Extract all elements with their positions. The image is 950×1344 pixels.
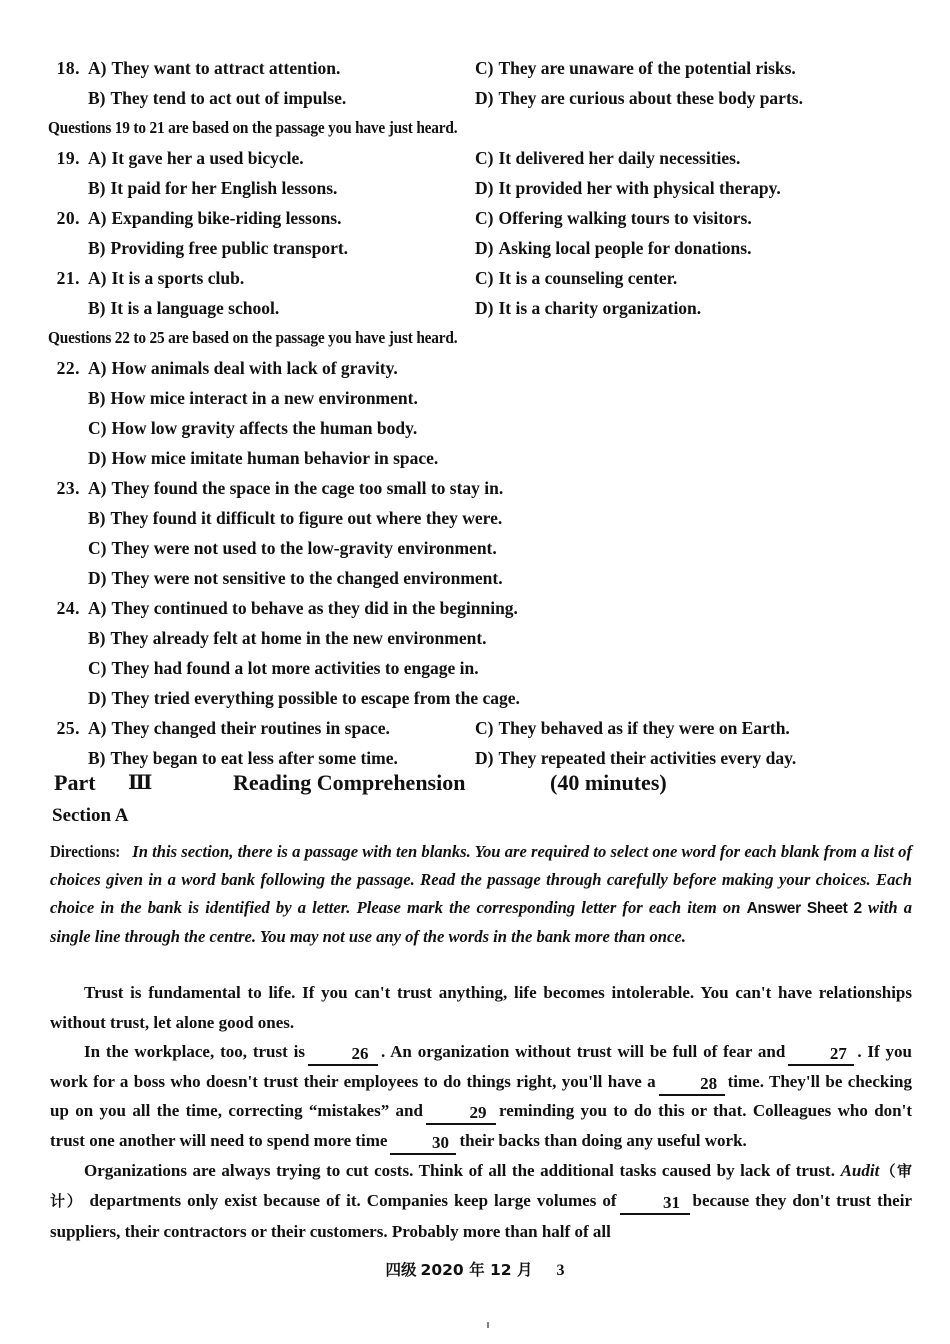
option-a[interactable] xyxy=(88,358,398,379)
option-c-letter: C) xyxy=(475,148,494,168)
question-row xyxy=(50,538,910,568)
blank-30[interactable]: 30 xyxy=(390,1133,456,1155)
option-b-letter: B) xyxy=(88,508,106,528)
scan-artifact-speck xyxy=(487,1322,489,1328)
option-a[interactable] xyxy=(88,478,503,499)
section-a-heading: Section A xyxy=(52,805,129,826)
option-b-text: It is a language school. xyxy=(110,298,280,318)
option-b[interactable] xyxy=(88,298,279,319)
question-row xyxy=(50,88,910,118)
option-b-letter: B) xyxy=(88,628,106,648)
question-row xyxy=(50,598,910,628)
option-d-letter: D) xyxy=(475,88,494,108)
option-c[interactable] xyxy=(475,718,790,739)
option-c-letter: C) xyxy=(88,418,107,438)
option-b-letter: B) xyxy=(88,238,106,258)
option-c[interactable] xyxy=(475,58,796,79)
option-b-text: They began to eat less after some time. xyxy=(110,748,398,768)
option-d-text: They were not sensitive to the changed environment. xyxy=(111,568,503,588)
option-a-letter: A) xyxy=(88,358,107,378)
question-row xyxy=(50,718,910,748)
directions-block xyxy=(50,838,912,951)
footer-exam-level: 四级 xyxy=(385,1261,417,1279)
directions-text-part1: In this section, there is a passage with ten blanks. You are required to select one word for each blank from a list of choices given in a word bank following the passage. Read the passage through carefully before making your choices. Each choice in the bank is identified by a letter. Please mark the corresponding letter for each item on xyxy=(50,842,912,917)
option-b[interactable] xyxy=(88,508,502,529)
question-number: 19. xyxy=(56,148,80,168)
option-d-text: It is a charity organization. xyxy=(498,298,702,318)
option-c-text: They had found a lot more activities to engage in. xyxy=(111,658,479,678)
option-a-letter: A) xyxy=(88,598,107,618)
question-row xyxy=(50,418,910,448)
question-number: 20. xyxy=(56,208,80,228)
option-b-text: They already felt at home in the new environment. xyxy=(110,628,487,648)
option-b[interactable] xyxy=(88,748,398,769)
question-row xyxy=(50,238,910,268)
option-a-letter: A) xyxy=(88,208,107,228)
option-c-text: It delivered her daily necessities. xyxy=(498,148,741,168)
passage-paragraph-2 xyxy=(50,1037,912,1155)
option-c-text: How low gravity affects the human body. xyxy=(111,418,418,438)
option-d-letter: D) xyxy=(475,178,494,198)
option-b[interactable] xyxy=(88,238,348,259)
option-c-letter: C) xyxy=(475,268,494,288)
question-row xyxy=(50,298,910,328)
option-a-letter: A) xyxy=(88,58,107,78)
option-b-letter: B) xyxy=(88,178,106,198)
question-row xyxy=(50,448,910,478)
question-number: 24. xyxy=(56,598,80,618)
passage-text: . If you work for a boss who doesn't trust their employees to do things right, you'll have a xyxy=(50,1042,913,1091)
blank-28[interactable]: 28 xyxy=(659,1074,725,1096)
option-d[interactable] xyxy=(88,568,503,589)
option-b-letter: B) xyxy=(88,298,106,318)
footer-date: 2020 年 12 月 xyxy=(420,1261,533,1279)
option-d-letter: D) xyxy=(88,688,107,708)
option-d-text: They repeated their activities every day. xyxy=(498,748,797,768)
option-d[interactable] xyxy=(475,88,803,109)
question-row xyxy=(50,208,910,238)
footer-page-number: 3 xyxy=(556,1262,565,1279)
option-c[interactable] xyxy=(475,148,740,169)
blank-29[interactable]: 29 xyxy=(426,1103,496,1125)
option-d-letter: D) xyxy=(88,568,107,588)
option-c-text: They behaved as if they were on Earth. xyxy=(498,718,790,738)
option-d-text: They tried everything possible to escape from the cage. xyxy=(111,688,520,708)
option-a-text: How animals deal with lack of gravity. xyxy=(111,358,398,378)
option-d-text: It provided her with physical therapy. xyxy=(498,178,781,198)
question-row xyxy=(50,478,910,508)
part-label: Part xyxy=(54,770,96,795)
passage-text: reminding you to do this or that. Colleagues who don't trust one another will need to spend more time xyxy=(50,1101,912,1150)
option-c[interactable] xyxy=(88,418,417,439)
option-b-letter: B) xyxy=(88,388,106,408)
part-numeral: Ⅲ xyxy=(128,772,153,794)
option-c-letter: C) xyxy=(475,718,494,738)
part-title: Reading Comprehension xyxy=(233,770,466,795)
option-a-letter: A) xyxy=(88,478,107,498)
reading-passage xyxy=(50,978,912,1246)
option-b[interactable] xyxy=(88,628,487,649)
option-d-letter: D) xyxy=(475,298,494,318)
option-c[interactable] xyxy=(475,268,677,289)
option-a[interactable] xyxy=(88,718,390,739)
question-row xyxy=(50,178,910,208)
option-d-letter: D) xyxy=(475,748,494,768)
option-d[interactable] xyxy=(475,238,751,259)
passage-note-22-25: Questions 22 to 25 are based on the passage you have just heard. xyxy=(48,328,458,347)
passage-paragraph-1: Trust is fundamental to life. If you can't trust anything, life becomes intolerable. You can't have relationships without trust, let alone good ones. xyxy=(50,983,912,1032)
question-row xyxy=(50,388,910,418)
option-a-text: Expanding bike-riding lessons. xyxy=(111,208,342,228)
option-c-text: They were not used to the low-gravity environment. xyxy=(111,538,497,558)
option-d[interactable] xyxy=(475,298,701,319)
passage-note-19-21: Questions 19 to 21 are based on the passage you have just heard. xyxy=(48,118,458,137)
question-row xyxy=(50,268,910,298)
question-row xyxy=(50,688,910,718)
question-row xyxy=(50,508,910,538)
option-a[interactable] xyxy=(88,208,341,229)
part-three-heading xyxy=(50,770,910,804)
option-c-text: They are unaware of the potential risks. xyxy=(498,58,796,78)
passage-text: . An organization without trust will be full of fear and xyxy=(380,1042,786,1062)
option-a[interactable] xyxy=(88,598,518,619)
option-d[interactable] xyxy=(475,178,781,199)
page-footer xyxy=(0,1258,950,1280)
option-d[interactable] xyxy=(88,688,520,709)
option-c[interactable] xyxy=(475,208,752,229)
option-a-letter: A) xyxy=(88,148,107,168)
directions-label: Directions: xyxy=(50,842,121,861)
option-c-letter: C) xyxy=(88,538,107,558)
option-b-letter: B) xyxy=(88,748,106,768)
option-b-letter: B) xyxy=(88,88,106,108)
option-b[interactable] xyxy=(88,388,418,409)
question-row xyxy=(50,628,910,658)
option-d-text: They are curious about these body parts. xyxy=(498,88,803,108)
option-b-text: They found it difficult to figure out where they were. xyxy=(110,508,503,528)
question-row xyxy=(50,58,910,88)
passage-text: In the workplace, too, trust is xyxy=(84,1042,305,1062)
passage-text: because they don't trust their suppliers, their contractors or their customers. Probably more than half of all xyxy=(50,1191,912,1241)
option-a-text: They continued to behave as they did in the beginning. xyxy=(111,598,518,618)
question-number: 23. xyxy=(56,478,80,498)
option-a-letter: A) xyxy=(88,268,107,288)
option-a[interactable] xyxy=(88,268,244,289)
passage-text: departments only exist because of it. Companies keep large volumes of xyxy=(83,1191,617,1211)
passage-text: Organizations are always trying to cut costs. Think of all the additional tasks caused by lack of trust. xyxy=(84,1160,835,1180)
question-number: 21. xyxy=(56,268,80,288)
option-c-letter: C) xyxy=(475,208,494,228)
option-c-letter: C) xyxy=(88,658,107,678)
part-time-allotment: (40 minutes) xyxy=(550,770,667,795)
option-c[interactable] xyxy=(88,538,497,559)
passage-text: their backs than doing any useful work. xyxy=(459,1130,747,1150)
question-number: 25. xyxy=(56,718,80,738)
option-a[interactable] xyxy=(88,148,304,169)
option-c-text: Offering walking tours to visitors. xyxy=(498,208,752,228)
option-d-text: Asking local people for donations. xyxy=(498,238,752,258)
directions-text-part2: with a single line through the centre. You may not use any of the words in the bank more than once. xyxy=(50,898,913,946)
option-d-letter: D) xyxy=(88,448,107,468)
option-a[interactable] xyxy=(88,58,340,79)
blank-26[interactable]: 26 xyxy=(308,1044,378,1066)
question-row xyxy=(50,148,910,178)
option-a-text: It gave her a used bicycle. xyxy=(111,148,304,168)
option-d-text: How mice imitate human behavior in space. xyxy=(111,448,439,468)
option-a-letter: A) xyxy=(88,718,107,738)
answer-sheet-reference: Answer Sheet 2 xyxy=(746,900,862,917)
passage-paragraph-3 xyxy=(50,1156,912,1247)
question-number: 18. xyxy=(56,58,80,78)
option-b-text: It paid for her English lessons. xyxy=(110,178,338,198)
option-b-text: How mice interact in a new environment. xyxy=(110,388,418,408)
audit-chinese-gloss: （审计） xyxy=(50,1161,913,1211)
question-row xyxy=(50,568,910,598)
option-c-text: It is a counseling center. xyxy=(498,268,678,288)
option-d-letter: D) xyxy=(475,238,494,258)
passage-text: time. They'll be checking up on you all the time, correcting “mistakes” and xyxy=(50,1071,912,1121)
option-b-text: They tend to act out of impulse. xyxy=(110,88,347,108)
blank-27[interactable]: 27 xyxy=(788,1044,854,1066)
option-a-text: They found the space in the cage too small to stay in. xyxy=(111,478,504,498)
option-b[interactable] xyxy=(88,178,337,199)
option-a-text: They want to attract attention. xyxy=(111,58,341,78)
question-row xyxy=(50,358,910,388)
blank-31[interactable]: 31 xyxy=(620,1193,690,1215)
option-d[interactable] xyxy=(475,748,796,769)
option-a-text: It is a sports club. xyxy=(111,268,245,288)
option-b[interactable] xyxy=(88,88,346,109)
option-a-text: They changed their routines in space. xyxy=(111,718,390,738)
question-number: 22. xyxy=(56,358,80,378)
audit-term: Audit xyxy=(840,1160,880,1180)
option-b-text: Providing free public transport. xyxy=(110,238,349,258)
listening-questions-block xyxy=(50,58,910,778)
option-d[interactable] xyxy=(88,448,438,469)
option-c-letter: C) xyxy=(475,58,494,78)
question-row xyxy=(50,658,910,688)
option-c[interactable] xyxy=(88,658,479,679)
